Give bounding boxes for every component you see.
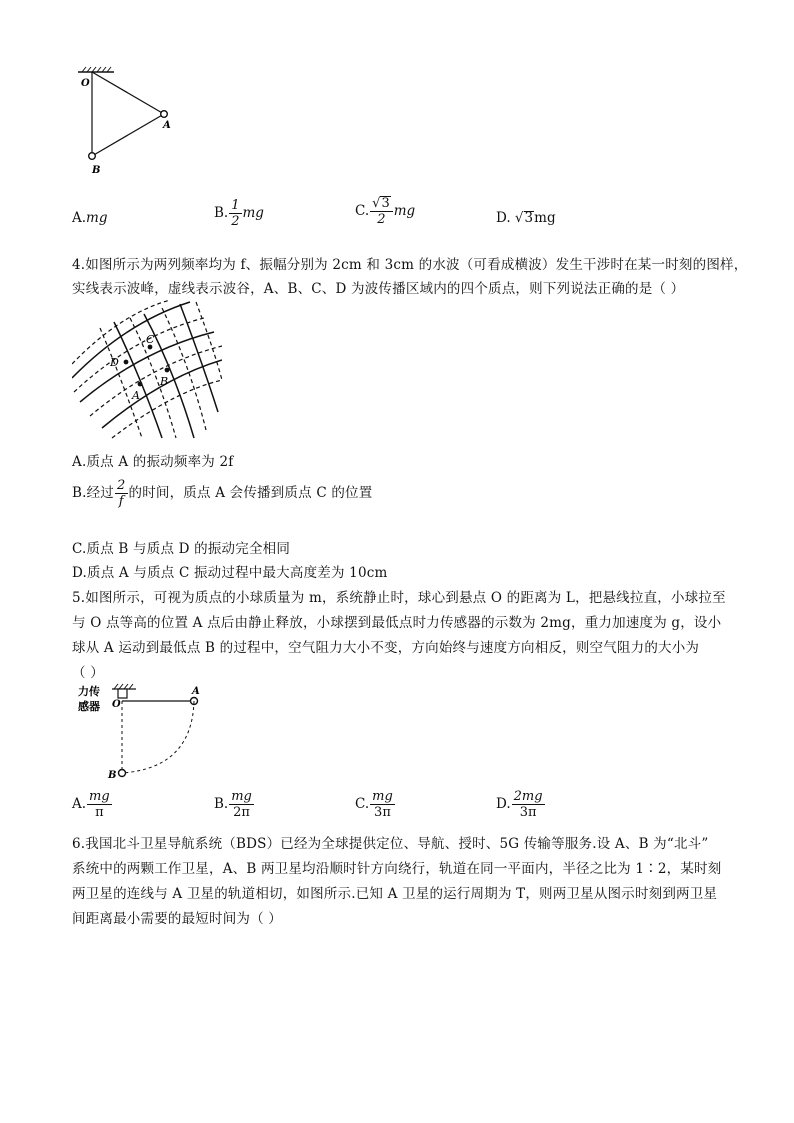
ball-b bbox=[119, 770, 126, 777]
point-d bbox=[124, 360, 129, 365]
q5-option-b[interactable]: B. $\frac{mg}{2\pi}$ bbox=[214, 789, 252, 820]
point-a bbox=[138, 382, 143, 387]
dashed-arc-ab bbox=[122, 701, 194, 773]
fraction: $\frac{2mg}{3\pi}$ bbox=[513, 789, 543, 820]
string-ab bbox=[92, 114, 164, 156]
label-c: C bbox=[146, 333, 155, 346]
q5-stem-line3: 球从 A 运动到最低点 B 的过程中，空气阻力大小不变，方向始终与速度方向相反，则空气阻力的大小为 bbox=[72, 640, 700, 656]
ball-a bbox=[161, 111, 168, 118]
fraction: $\frac{mg}{3\pi}$ bbox=[372, 789, 393, 820]
q3-option-c[interactable]: C. $\frac{√3}{2}$ mg bbox=[355, 196, 416, 227]
ceiling-hatch bbox=[114, 684, 133, 689]
q5-stem-line4: （ ） bbox=[72, 665, 104, 681]
q5-stem-line2: 与 O 点等高的位置 A 点后由静止释放，小球摆到最低点时力传感器的示数为 2mg，重力加速度为 g，设小 bbox=[72, 615, 722, 631]
label-a: A bbox=[192, 686, 200, 697]
sensor-label-line2: 感器 bbox=[78, 700, 100, 713]
wave-crests-solid bbox=[72, 302, 222, 438]
label-b: B bbox=[160, 375, 169, 388]
sensor-label-line1: 力传 bbox=[78, 685, 100, 698]
label-a: A bbox=[132, 389, 140, 402]
q3-option-a[interactable]: A.mg bbox=[72, 210, 108, 226]
q6-stem-line4: 间距离最小需要的最短时间为（ ） bbox=[72, 911, 282, 927]
q6-stem-line3: 两卫星的连线与 A 卫星的轨道相切，如图所示.已知 A 卫星的运行周期为 T，则两卫星从图示时刻到两卫星 bbox=[72, 886, 718, 902]
label-b: B bbox=[92, 165, 101, 176]
fraction: $\frac{1}{2}$ bbox=[231, 198, 240, 229]
point-b bbox=[165, 368, 170, 373]
fraction: $\frac{2}{f}$ bbox=[117, 478, 126, 509]
label-d: D bbox=[110, 356, 119, 369]
q3-option-b[interactable]: B. $\frac{1}{2}$ mg bbox=[214, 198, 264, 229]
figure-pendulum bbox=[74, 682, 214, 782]
q4-option-b[interactable]: B.经过 $\frac{2}{f}$ 的时间，质点 A 会传播到质点 C 的位置 bbox=[72, 478, 373, 509]
q5-option-d[interactable]: D. $\frac{2mg}{3\pi}$ bbox=[496, 789, 543, 820]
q3-option-d[interactable]: D. √3mg bbox=[496, 210, 556, 226]
fraction: $\frac{√3}{2}$ bbox=[370, 196, 393, 227]
figure-wave-interference bbox=[72, 300, 222, 440]
force-sensor-box bbox=[118, 689, 127, 698]
q6-stem-line2: 系统中的两颗工作卫星，A、B 两卫星均沿顺时针方向绕行，轨道在同一平面内，半径之比为 1∶2，某时刻 bbox=[72, 861, 722, 877]
label-o: O bbox=[112, 699, 121, 710]
q4-option-c[interactable]: C.质点 B 与质点 D 的振动完全相同 bbox=[72, 541, 291, 557]
figure-triangle-oab bbox=[74, 66, 184, 178]
label-b: B bbox=[108, 770, 117, 781]
q4-option-d[interactable]: D.质点 A 与质点 C 振动过程中最大高度差为 10cm bbox=[72, 565, 388, 581]
q6-stem-line1: 6.我国北斗卫星导航系统（BDS）已经为全球提供定位、导航、授时、5G 传输等服务.设 A、B 为“北斗” bbox=[72, 836, 709, 852]
fraction: $\frac{mg}{\pi}$ bbox=[89, 789, 110, 820]
q4-stem-line1: 4.如图所示为两列频率均为 f、振幅分别为 2cm 和 3cm 的水波（可看成横波）发生干涉时在某一时刻的图样， bbox=[72, 257, 748, 273]
label-a: A bbox=[163, 120, 171, 131]
ball-b bbox=[89, 153, 96, 160]
q4-option-a[interactable]: A.质点 A 的振动频率为 2f bbox=[72, 454, 234, 470]
q5-option-c[interactable]: C. $\frac{mg}{3\pi}$ bbox=[355, 789, 393, 820]
label-o: O bbox=[81, 78, 90, 89]
fraction: $\frac{mg}{2\pi}$ bbox=[231, 789, 252, 820]
q4-stem-line2: 实线表示波峰，虚线表示波谷，A、B、C、D 为波传播区域内的四个质点，则下列说法正确的是（ ） bbox=[72, 281, 685, 297]
ceiling-hatch bbox=[82, 67, 111, 72]
q5-option-a[interactable]: A. $\frac{mg}{\pi}$ bbox=[72, 789, 110, 820]
string-oa bbox=[92, 72, 164, 114]
q5-stem-line1: 5.如图所示，可视为质点的小球质量为 m，系统静止时，球心到悬点 O 的距离为 L，把悬线拉直，小球拉至 bbox=[72, 590, 726, 606]
